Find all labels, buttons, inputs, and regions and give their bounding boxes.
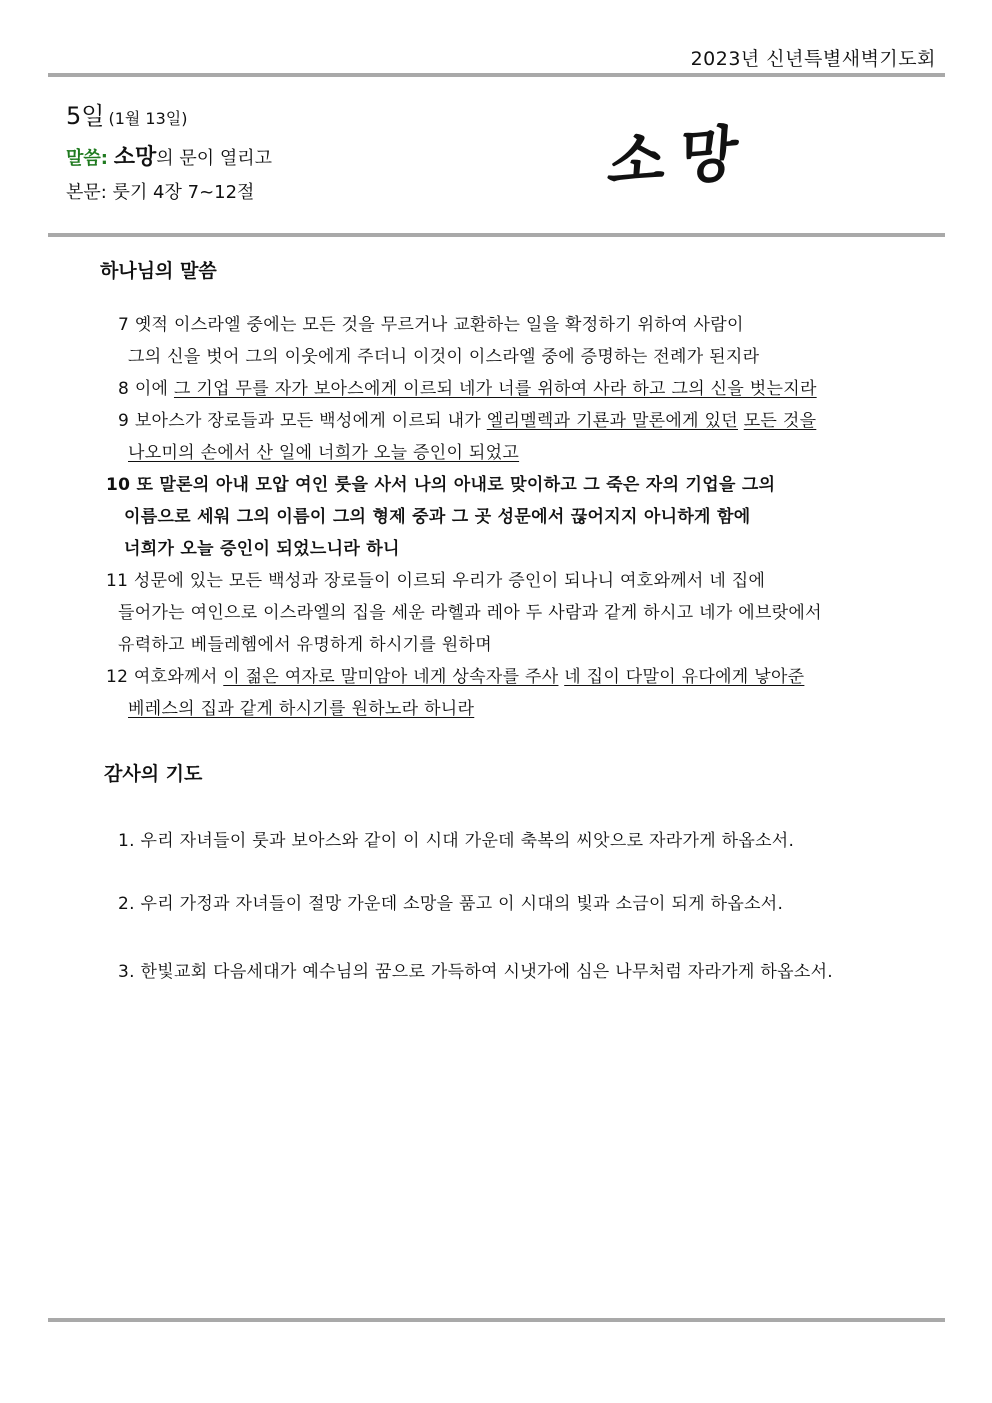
verse-line: 11 성문에 있는 모든 백성과 장로들이 이르되 우리가 증인이 되나니 여호와께서 네 집에 — [106, 571, 766, 591]
verse-underlined: 베레스의 집과 같게 하시기를 원하노라 하니라 — [128, 699, 475, 719]
verse-line — [128, 438, 519, 463]
verse-line: 7 옛적 이스라엘 중에는 모든 것을 무르거나 교환하는 일을 확정하기 위하여 사람이 — [118, 315, 744, 335]
word-section-heading: 하나님의 말씀 — [100, 260, 217, 282]
sermon-title-rest: 의 문이 열리고 — [156, 148, 273, 169]
verse-text: 12 여호와께서 — [106, 667, 224, 687]
verse-line: 유력하고 베들레헴에서 유명하게 하시기를 원하며 — [118, 635, 492, 655]
verse-underlined: 네 집이 다말이 유다에게 낳아준 — [564, 667, 805, 687]
prayer-item: 3. 한빛교회 다음세대가 예수님의 꿈으로 가득하여 시냇가에 심은 나무처럼 자라가게 하옵소서. — [118, 962, 833, 982]
verse-line — [128, 694, 474, 719]
sermon-title — [66, 140, 272, 171]
calligraphy-title: 소망 — [605, 117, 754, 199]
verse-line: 너희가 오늘 증인이 되었느니라 하니 — [124, 539, 400, 559]
verse-line — [118, 406, 816, 431]
day-number: 5일 — [66, 102, 105, 130]
verse-underlined: 이 젊은 여자로 말미암아 네게 상속자를 주사 — [223, 667, 559, 687]
prayer-item: 1. 우리 자녀들이 룻과 보아스와 같이 이 시대 가운데 축복의 씨앗으로 자라가게 하옵소서. — [118, 831, 795, 851]
prayer-section-heading: 감사의 기도 — [104, 763, 203, 785]
footer-rule — [48, 1318, 945, 1322]
verse-line: 10 또 말론의 아내 모압 여인 룻을 사서 나의 아내로 맞이하고 그 죽은 자의 기업을 그의 — [106, 475, 776, 495]
verse-line: 이름으로 세워 그의 이름이 그의 형제 중과 그 곳 성문에서 끊어지지 아니하게 함에 — [124, 507, 751, 527]
scripture-reference: 본문: 룻기 4장 7~12절 — [66, 182, 255, 203]
header-title: 2023년 신년특별새벽기도회 — [690, 48, 936, 70]
header-rule — [48, 73, 945, 77]
verse-line — [118, 374, 817, 399]
verse-underlined: 모든 것을 — [743, 411, 817, 431]
verse-underlined: 나오미의 손에서 산 일에 너희가 오늘 증인이 되었고 — [128, 443, 520, 463]
prayer-item: 2. 우리 가정과 자녀들이 절망 가운데 소망을 품고 이 시대의 빛과 소금이 되게 하옵소서. — [118, 894, 784, 914]
verse-underlined: 그 기업 무를 자가 보아스에게 이르되 네가 너를 위하여 사라 하고 그의 신을 벗는지라 — [173, 379, 817, 399]
verse-line: 그의 신을 벗어 그의 이웃에게 주더니 이것이 이스라엘 중에 증명하는 전례가 된지라 — [128, 347, 760, 367]
day-date: (1월 13일) — [108, 109, 188, 128]
sermon-title-emph: 소망 — [113, 145, 157, 170]
section-rule — [48, 233, 945, 237]
verse-text: 8 이에 — [118, 379, 174, 399]
sermon-label: 말씀: — [66, 148, 108, 169]
verse-underlined: 엘리멜렉과 기룐과 말론에게 있던 — [486, 411, 738, 431]
verse-line — [106, 662, 804, 687]
day-label — [66, 96, 188, 131]
verse-text: 9 보아스가 장로들과 모든 백성에게 이르되 내가 — [118, 411, 487, 431]
verse-line: 들어가는 여인으로 이스라엘의 집을 세운 라헬과 레아 두 사람과 같게 하시고 네가 에브랏에서 — [118, 603, 822, 623]
